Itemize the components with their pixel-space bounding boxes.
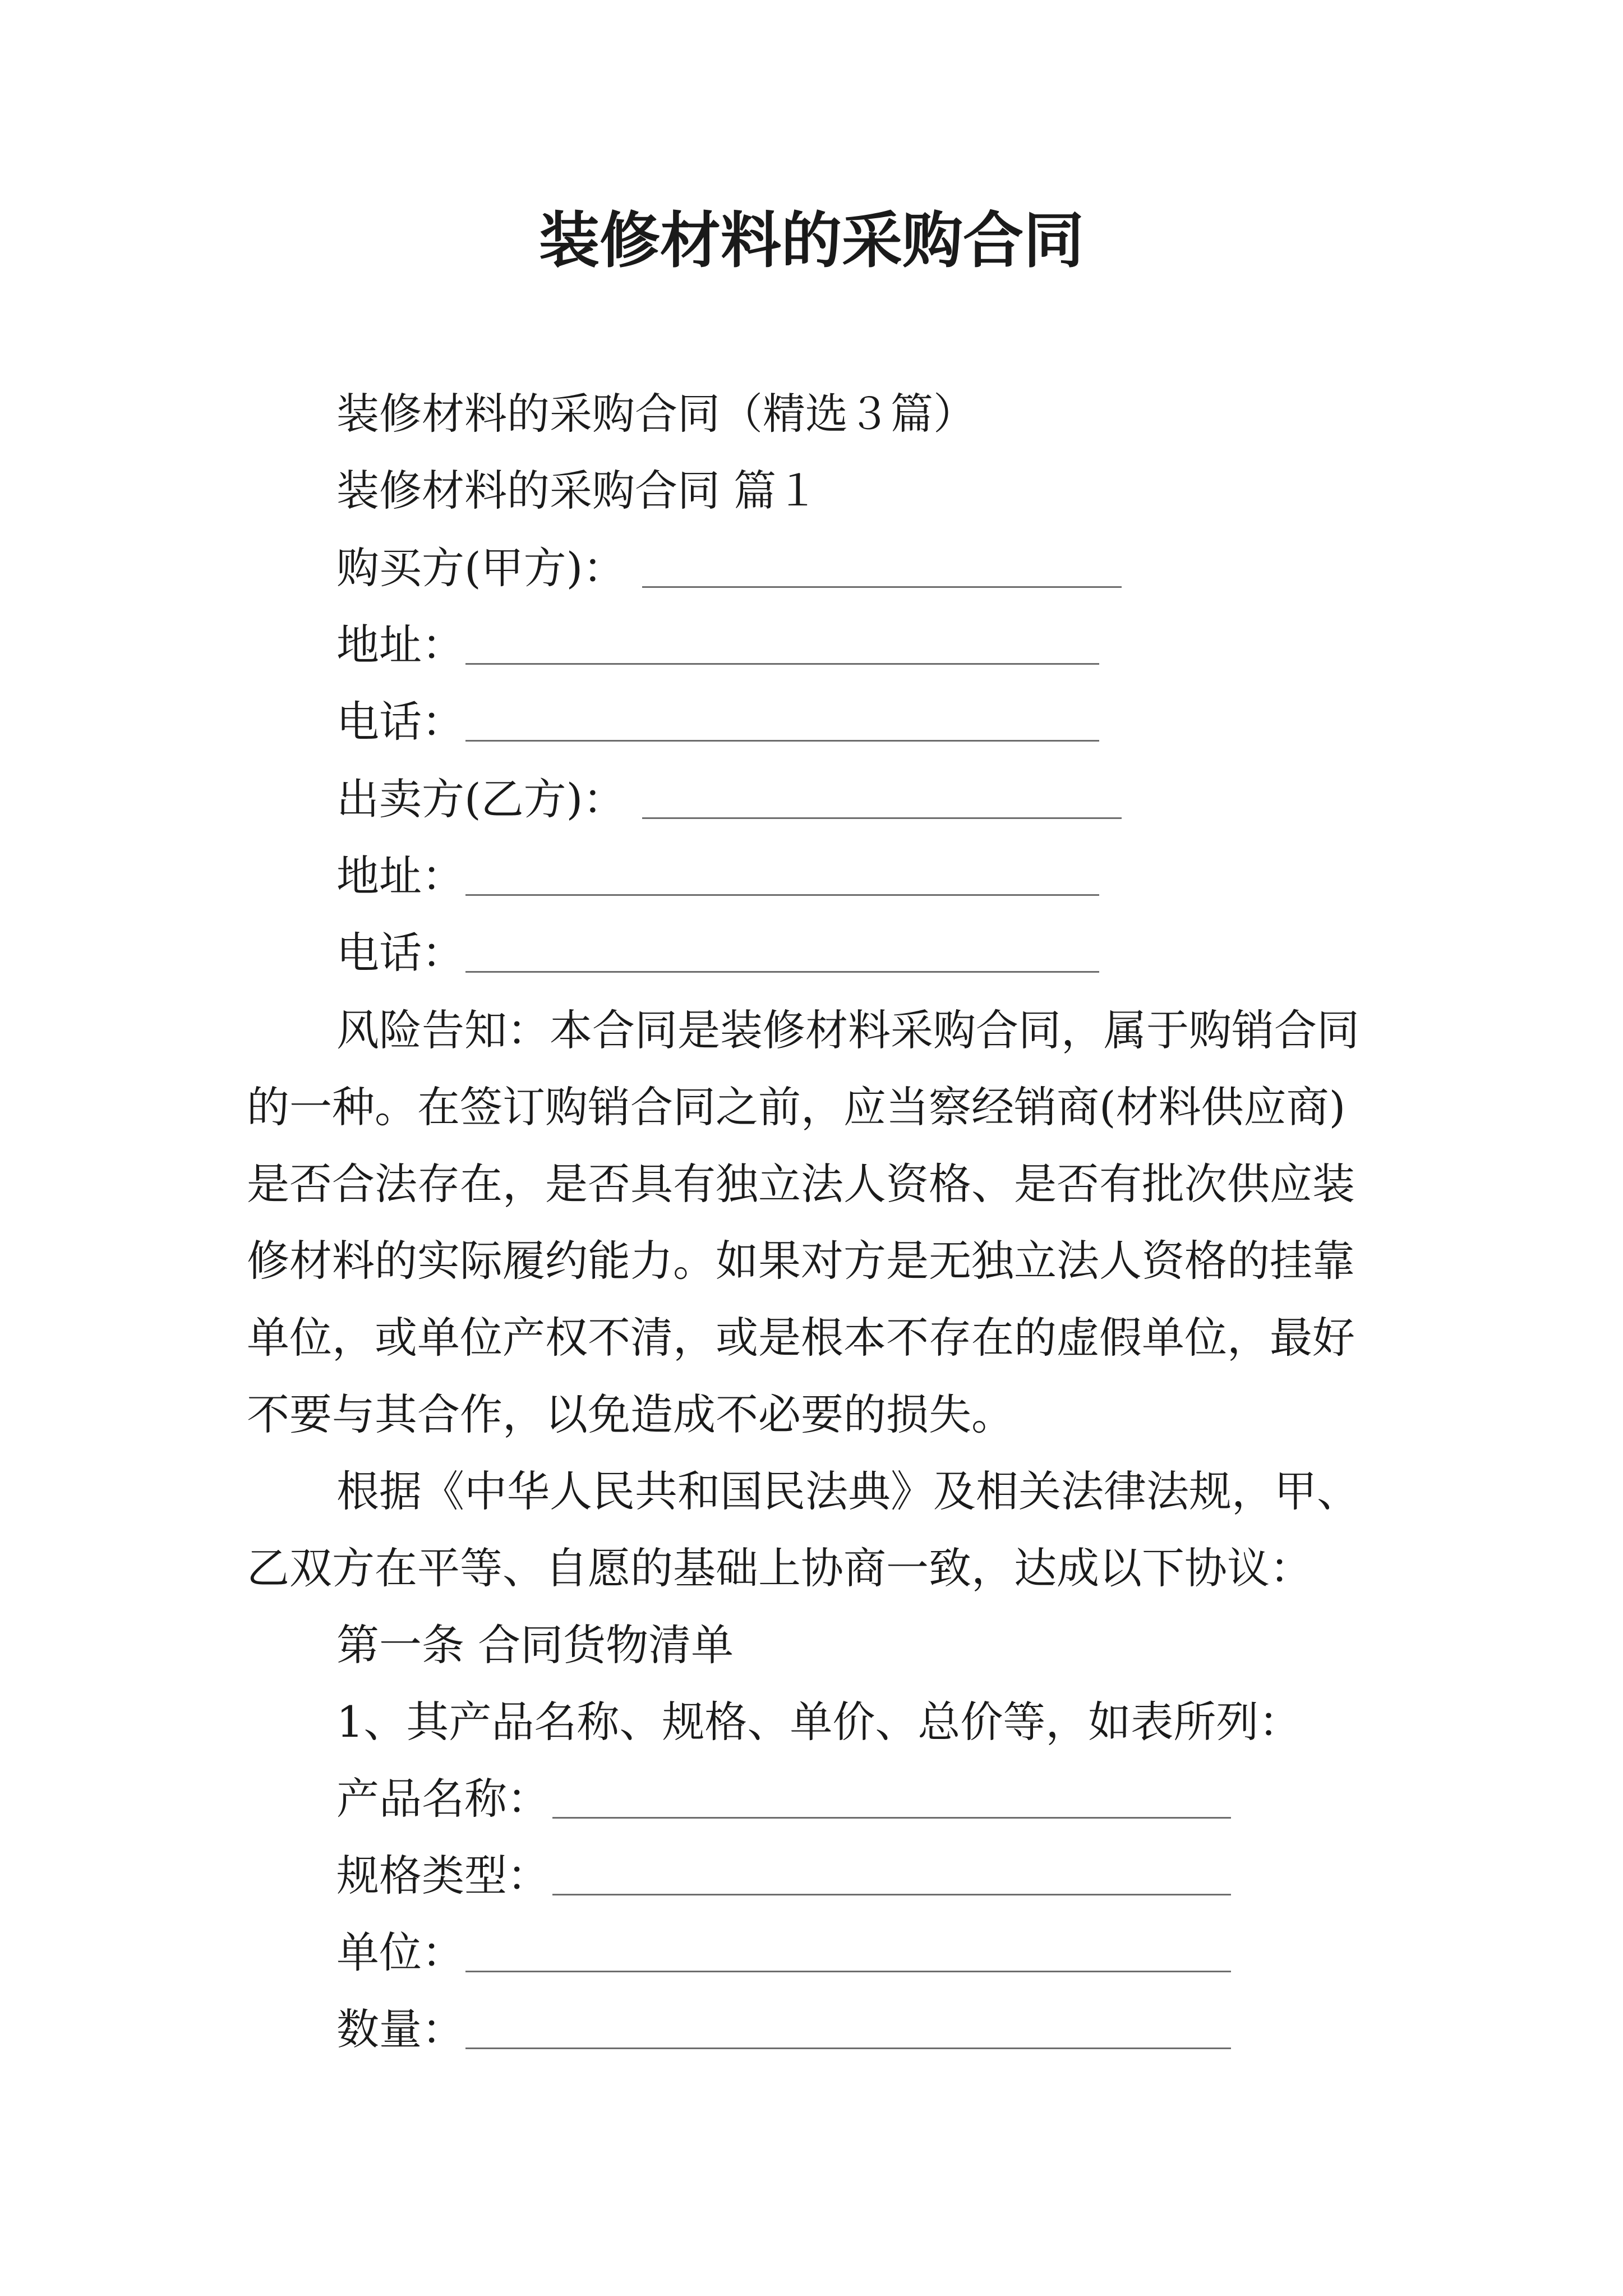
basis-line: 根据《中华人民共和国民法典》及相关法律法规，甲、: [336, 1466, 1359, 1516]
risk-notice-line: 修材料的实际履约能力。如果对方是无独立法人资格的挂靠: [247, 1236, 1355, 1286]
seller-phone-label: 电话：: [336, 928, 464, 978]
unit-label: 单位：: [336, 1927, 464, 1977]
seller-address-blank-line: [465, 894, 1099, 896]
document-subtitle: 装修材料的采购合同（精选３篇）: [336, 389, 976, 439]
quantity-label: 数量：: [336, 2004, 464, 2054]
product-name-label: 产品名称：: [336, 1774, 550, 1824]
quantity-blank-line: [465, 2047, 1231, 2049]
document-title: 装修材料的采购合同: [538, 206, 1084, 276]
item-one-text: 1、其产品名称、规格、单价、总价等，如表所列：: [336, 1697, 1302, 1747]
buyer-label: 购买方(甲方)：: [336, 543, 626, 593]
basis-line: 乙双方在平等、自愿的基础上协商一致，达成以下协议：: [247, 1543, 1312, 1593]
buyer-blank-line: [642, 586, 1122, 588]
seller-address-label: 地址：: [336, 851, 464, 901]
buyer-phone-label: 电话：: [336, 697, 464, 747]
seller-blank-line: [642, 817, 1122, 819]
article-one-heading: 第一条 合同货物清单: [336, 1620, 734, 1670]
seller-phone-blank-line: [465, 971, 1099, 973]
risk-notice-line: 单位，或单位产权不清，或是根本不存在的虚假单位，最好: [247, 1313, 1355, 1363]
risk-notice-line: 不要与其合作，以免造成不必要的损失。: [247, 1389, 1014, 1439]
buyer-phone-blank-line: [465, 740, 1099, 742]
risk-notice-line: 是否合法存在，是否具有独立法人资格、是否有批次供应装: [247, 1159, 1355, 1209]
spec-blank-line: [552, 1894, 1231, 1895]
unit-blank-line: [465, 1971, 1231, 1972]
seller-label: 出卖方(乙方)：: [336, 774, 626, 824]
risk-notice-line: 的一种。在签订购销合同之前，应当察经销商(材料供应商): [247, 1082, 1346, 1132]
spec-label: 规格类型：: [336, 1851, 550, 1901]
section-heading: 装修材料的采购合同 篇１: [336, 466, 819, 516]
risk-notice-line: 风险告知：本合同是装修材料采购合同，属于购销合同: [336, 1005, 1359, 1055]
buyer-address-label: 地址：: [336, 620, 464, 670]
product-name-blank-line: [552, 1817, 1231, 1819]
buyer-address-blank-line: [465, 663, 1099, 665]
